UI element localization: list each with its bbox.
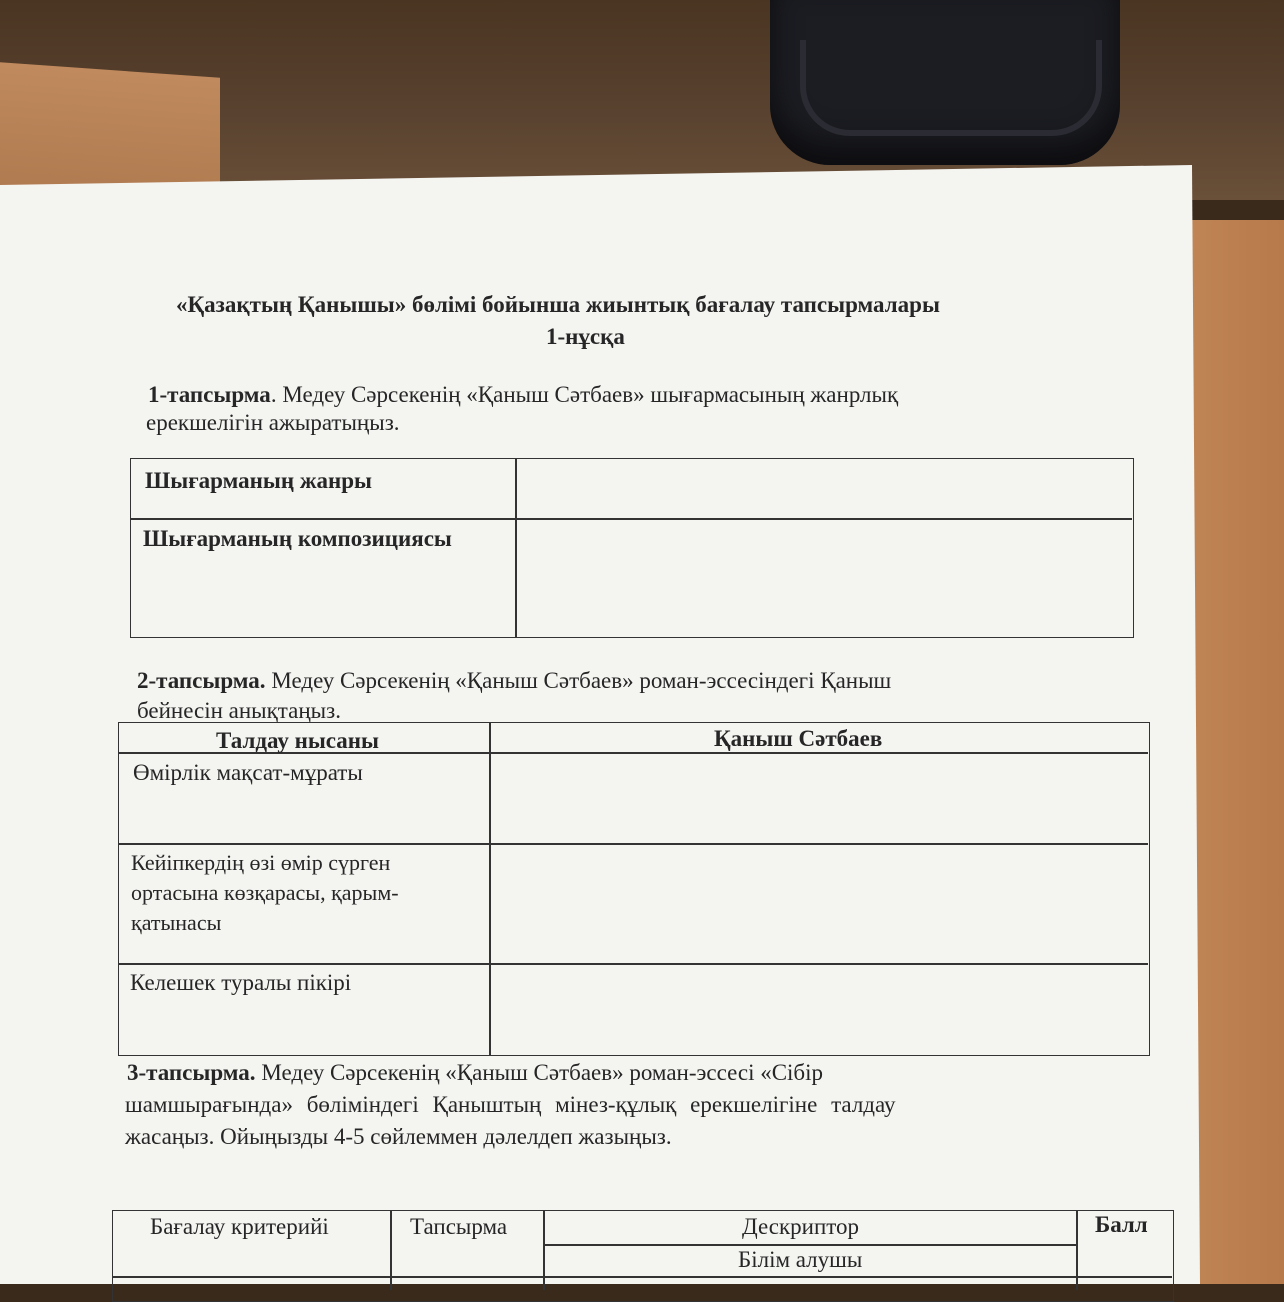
task1-row-genre: Шығарманың жанры: [145, 468, 373, 493]
criteria-col-task: Тапсырма: [410, 1214, 508, 1239]
task2-header-satbayev: Қаныш Сәтбаев: [714, 726, 883, 751]
task3-line3: жасаңыз. Ойыңызды 4-5 сөйлеммен дәлелдеп жазыңыз.: [125, 1124, 672, 1149]
task3-line1: Медеу Сәрсекенің «Қаныш Сәтбаев» роман-эссесі «Сібір: [261, 1060, 824, 1085]
criteria-divider-2: [543, 1210, 545, 1290]
criteria-divider-1: [390, 1210, 392, 1290]
task2-rowline-1: [118, 843, 1148, 845]
task2-header-analysis: Талдау нысаны: [216, 728, 379, 753]
bag-strap: [800, 40, 1102, 136]
task2-rowline-2: [118, 963, 1148, 965]
task2-table-divider: [489, 722, 491, 1056]
criteria-divider-3: [1076, 1210, 1078, 1290]
task1-label: 1-тапсырма: [148, 382, 271, 407]
task2-line2: бейнесін анықтаңыз.: [137, 698, 341, 723]
task2-text: [137, 668, 891, 694]
task1-table-divider: [515, 458, 517, 638]
criteria-col-score: Балл: [1095, 1212, 1148, 1237]
task2-row-goal: Өмірлік мақсат-мұраты: [133, 760, 363, 785]
task1-text: [148, 382, 898, 408]
document-variant: 1-нұсқа: [546, 324, 625, 349]
criteria-header-bottom: [112, 1276, 1172, 1278]
task2-row-future: Келешек туралы пікірі: [130, 970, 352, 995]
task1-table-rowline: [130, 518, 1132, 520]
task3-label: 3-тапсырма.: [127, 1060, 256, 1085]
task2-row-attitude: Кейіпкердің өзі өмір сүрген ортасына көзқарасы, қарым-қатынасы: [131, 850, 399, 935]
document-title: «Қазақтың Қанышы» бөлімі бойынша жиынтық бағалау тапсырмалары: [176, 292, 940, 317]
criteria-col-student: Білім алушы: [738, 1247, 863, 1272]
criteria-col-criterion: Бағалау критерийі: [150, 1214, 329, 1239]
task3-text: [127, 1060, 823, 1086]
task1-line1: . Медеу Сәрсекенің «Қаныш Сәтбаев» шығармасының жанрлық: [270, 382, 899, 407]
criteria-col-descriptor: Дескриптор: [742, 1214, 859, 1239]
criteria-subheader-line: [543, 1244, 1076, 1246]
task2-line1: Медеу Сәрсекенің «Қаныш Сәтбаев» роман-эссесіндегі Қаныш: [271, 668, 892, 693]
task3-line2: шамшырағында» бөліміндегі Қаныштың мінез-құлық ерекшелігіне талдау: [125, 1092, 896, 1117]
task2-label: 2-тапсырма.: [137, 668, 266, 693]
task1-row-composition: Шығарманың композициясы: [143, 526, 452, 551]
task1-line2: ерекшелігін ажыратыңыз.: [146, 410, 400, 435]
